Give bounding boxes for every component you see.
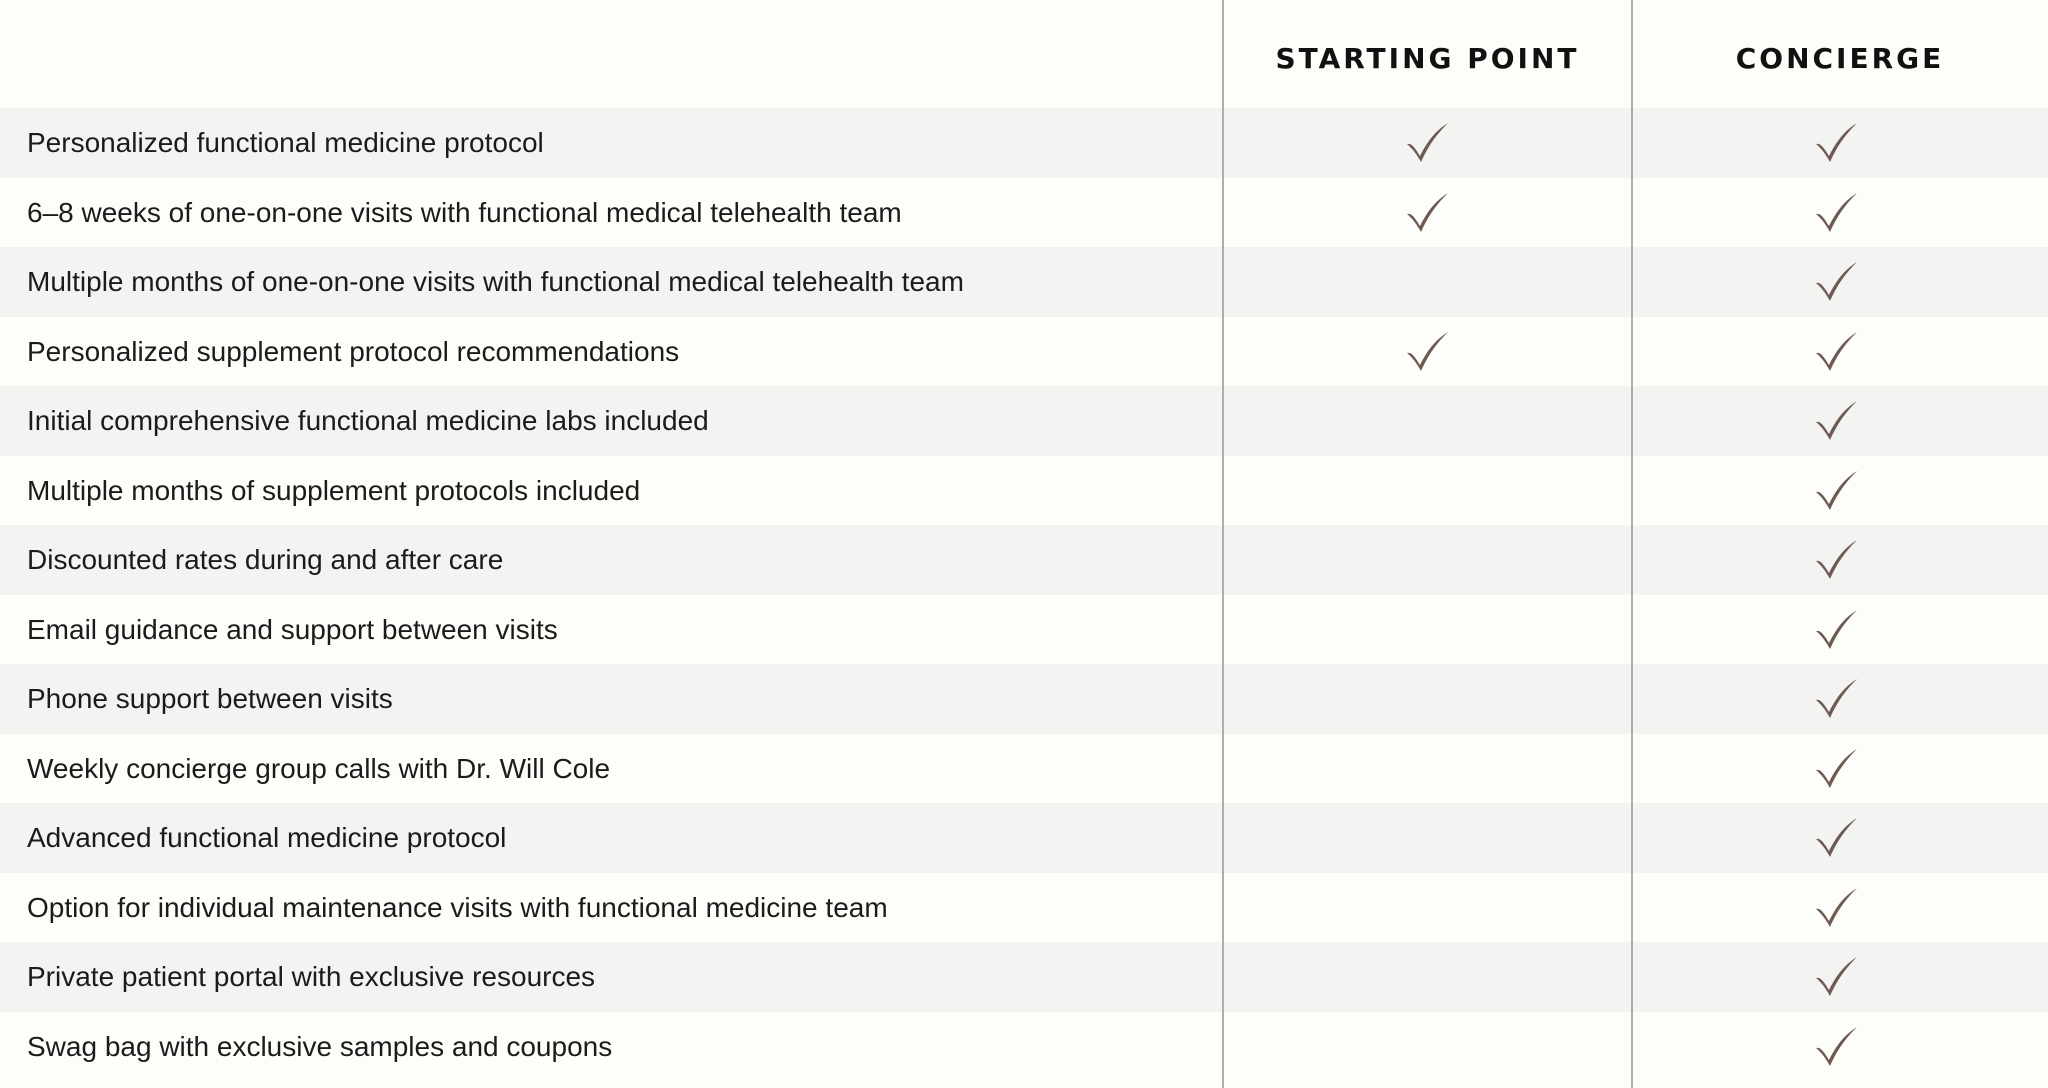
feature-label: Personalized supplement protocol recommendations bbox=[27, 335, 680, 367]
checkmark-icon bbox=[1814, 817, 1858, 859]
column-divider bbox=[1222, 0, 1224, 1088]
table-row bbox=[0, 525, 2048, 595]
table-header bbox=[0, 0, 2048, 108]
checkmark-icon bbox=[1814, 887, 1858, 929]
table-row bbox=[0, 386, 2048, 456]
table-row bbox=[0, 108, 2048, 178]
checkmark-icon bbox=[1405, 122, 1449, 164]
table-row bbox=[0, 942, 2048, 1012]
table-row bbox=[0, 247, 2048, 317]
checkmark-icon bbox=[1814, 261, 1858, 303]
checkmark-icon bbox=[1814, 331, 1858, 373]
table-row bbox=[0, 734, 2048, 804]
table-row bbox=[0, 456, 2048, 526]
feature-label: Weekly concierge group calls with Dr. Will Cole bbox=[27, 752, 611, 784]
feature-label: Option for individual maintenance visits with functional medicine team bbox=[27, 891, 888, 923]
feature-label: Email guidance and support between visits bbox=[27, 613, 558, 645]
feature-label: Initial comprehensive functional medicine labs included bbox=[27, 405, 709, 436]
feature-label: 6–8 weeks of one-on-one visits with functional medical telehealth team bbox=[27, 196, 902, 228]
feature-label: Multiple months of supplement protocols included bbox=[27, 474, 641, 506]
table-row bbox=[0, 595, 2048, 665]
table-row bbox=[0, 178, 2048, 248]
checkmark-icon bbox=[1814, 470, 1858, 512]
checkmark-icon bbox=[1814, 678, 1858, 720]
checkmark-icon bbox=[1814, 609, 1858, 651]
table-row bbox=[0, 873, 2048, 943]
checkmark-icon bbox=[1814, 956, 1858, 998]
feature-rows bbox=[0, 108, 2048, 1081]
table-row bbox=[0, 317, 2048, 387]
feature-label: Private patient portal with exclusive resources bbox=[27, 961, 596, 992]
feature-label: Advanced functional medicine protocol bbox=[27, 822, 507, 853]
column-header-concierge: CONCIERGE bbox=[1735, 42, 1945, 75]
table-row bbox=[0, 664, 2048, 734]
checkmark-icon bbox=[1814, 400, 1858, 442]
feature-label: Phone support between visits bbox=[27, 683, 393, 714]
column-header-starting-point: STARTING POINT bbox=[1275, 42, 1580, 75]
checkmark-icon bbox=[1814, 192, 1858, 234]
checkmark-icon bbox=[1814, 1026, 1858, 1068]
checkmark-icon bbox=[1814, 748, 1858, 790]
checkmark-icon bbox=[1814, 122, 1858, 164]
column-divider bbox=[1631, 0, 1633, 1088]
feature-label: Multiple months of one-on-one visits with functional medical telehealth team bbox=[27, 266, 964, 297]
feature-label: Discounted rates during and after care bbox=[27, 544, 504, 575]
checkmark-icon bbox=[1405, 331, 1449, 373]
table-row bbox=[0, 1012, 2048, 1082]
table-row bbox=[0, 803, 2048, 873]
checkmark-icon bbox=[1814, 539, 1858, 581]
checkmark-icon bbox=[1405, 192, 1449, 234]
feature-label: Personalized functional medicine protocol bbox=[27, 127, 544, 158]
feature-label: Swag bag with exclusive samples and coupons bbox=[27, 1030, 613, 1062]
